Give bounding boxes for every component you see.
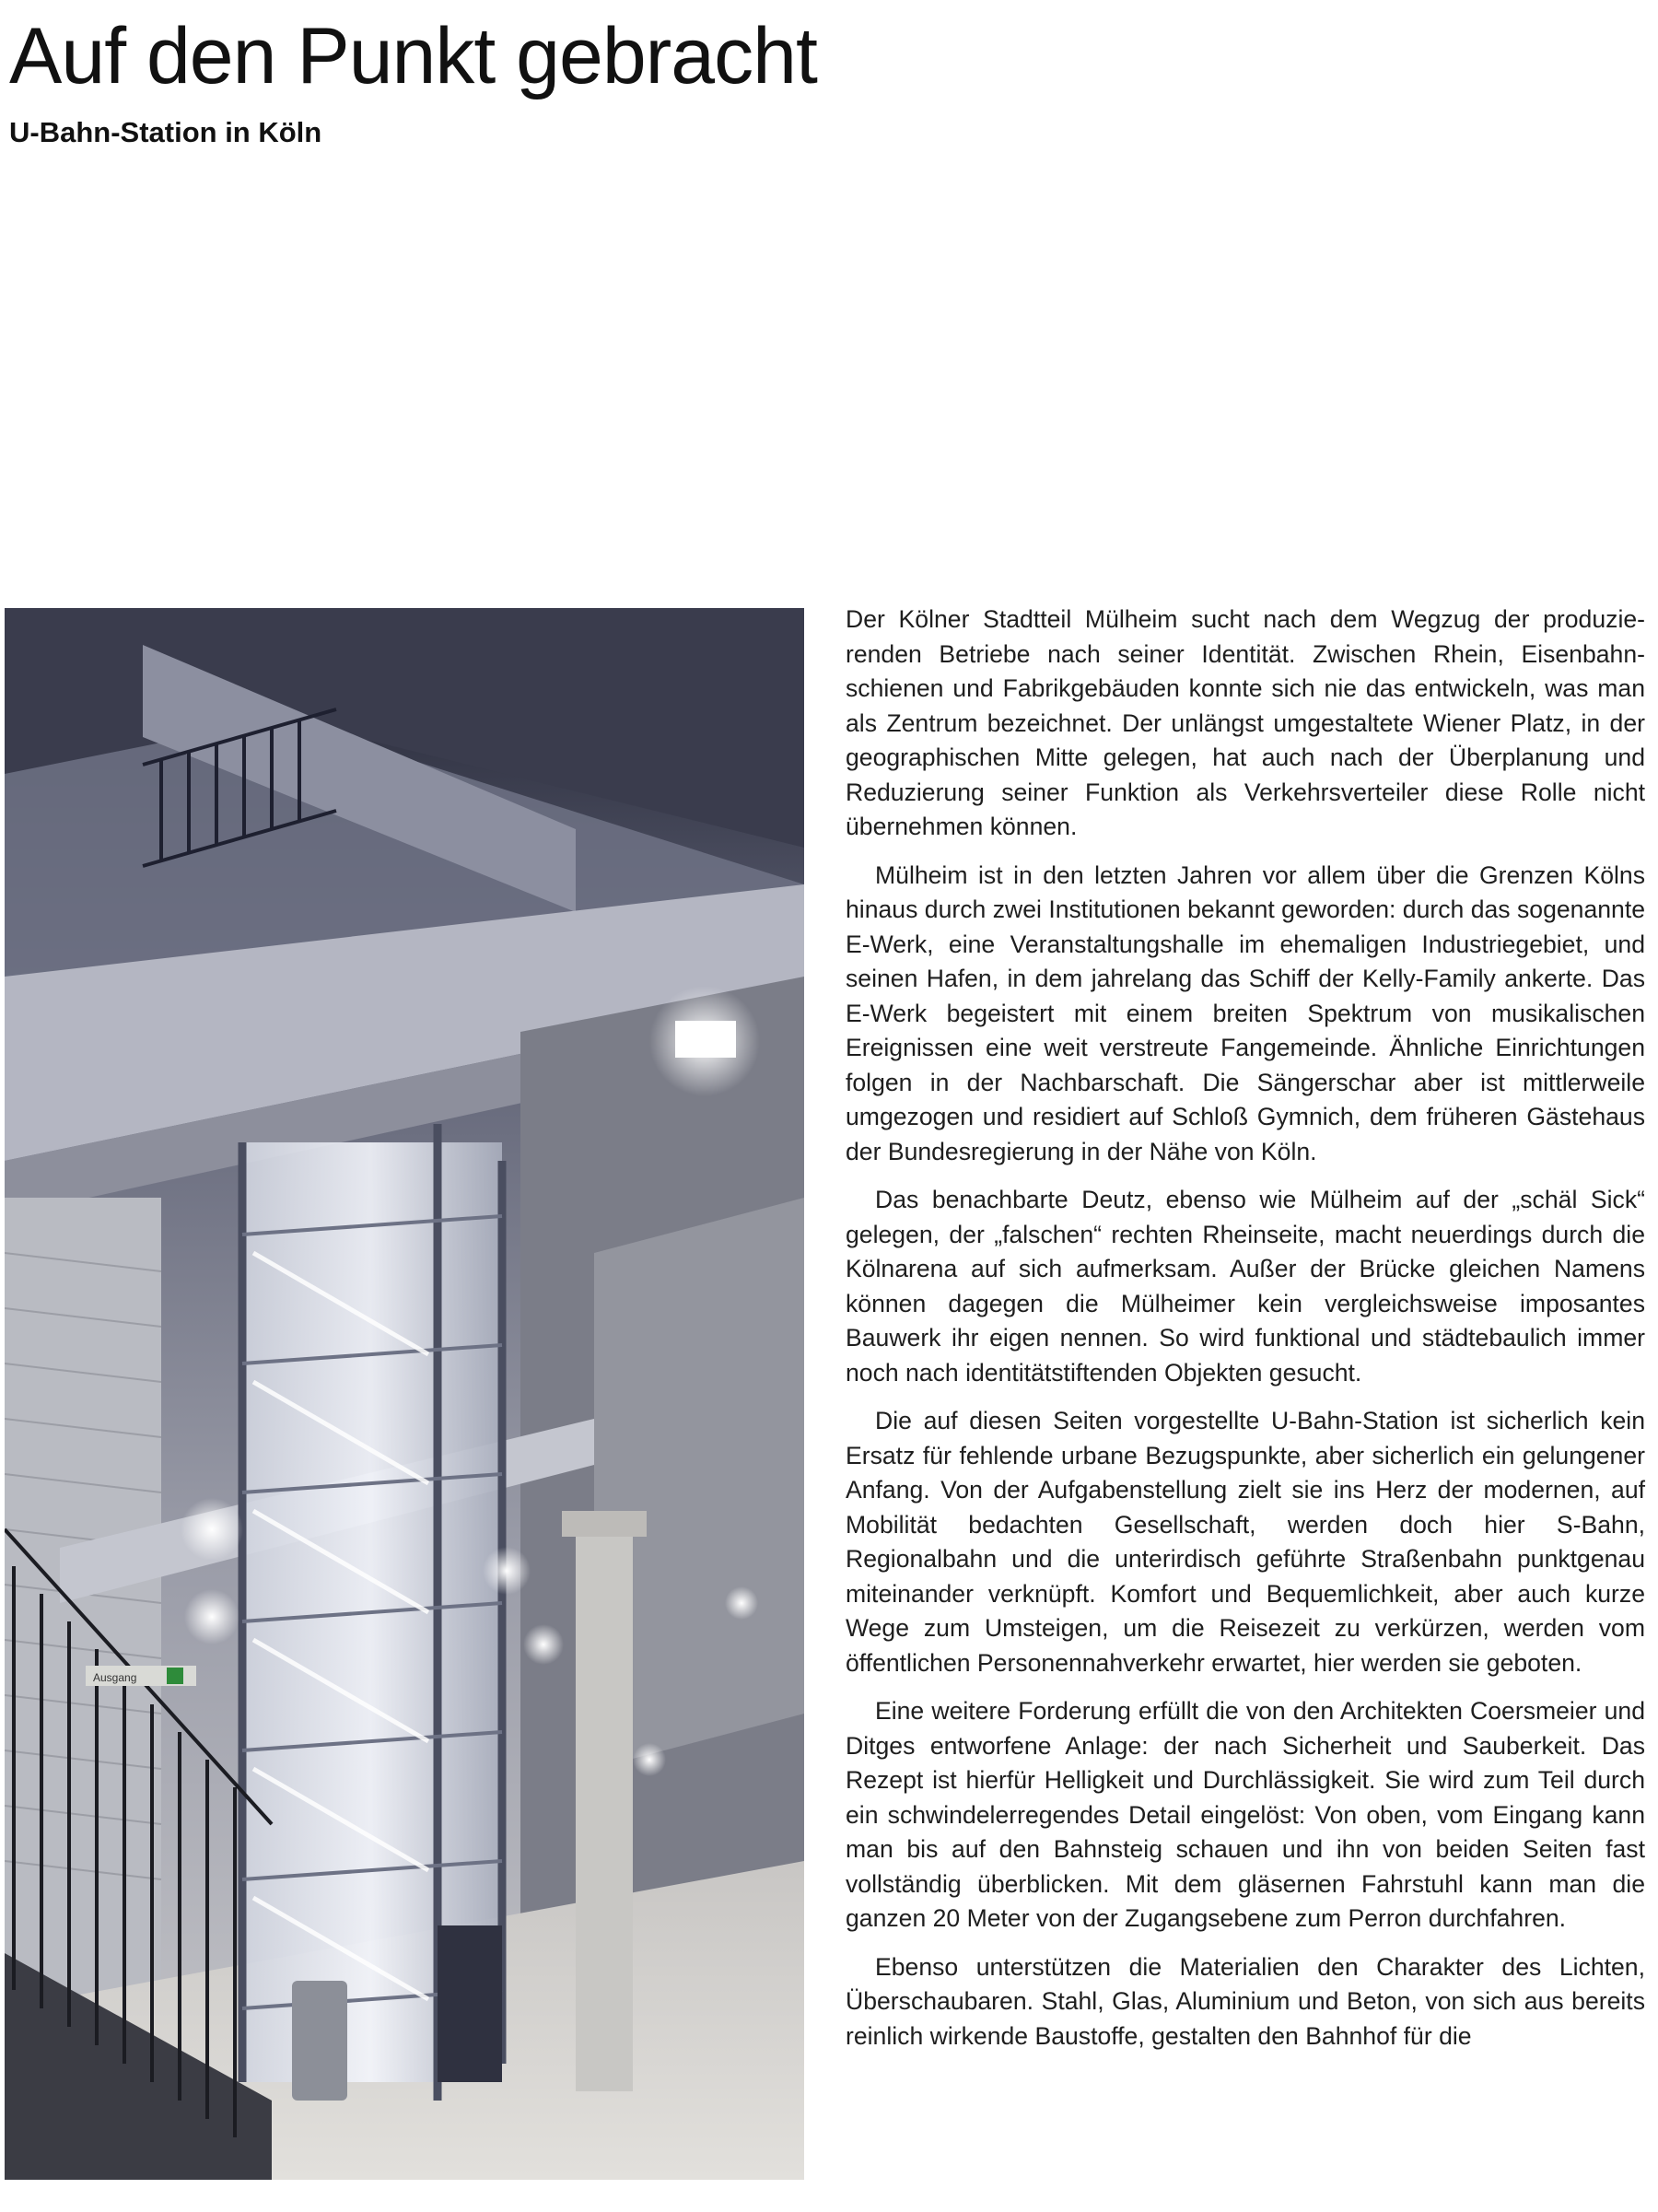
article-paragraph: Der Kölner Stadtteil Mülheim sucht nach dem Wegzug der produzierenden Betriebe nach seiner Identität. Zwischen Rhein, Eisenbahnschienen und Fabrikgebäuden konnte sich nie das entwickeln, was man als Zentrum bezeichnet. Der unlängst umgestaltete Wiener Platz, in der geographischen Mitte gelegen, hat auch nach der Überplanung und Reduzierung seiner Funktion als Verkehrsverteiler diese Rolle nicht übernehmen können. (846, 605, 1645, 840)
article-paragraph: Mülheim ist in den letzten Jahren vor allem über die Grenzen Kölns hinaus durch zwei Institutionen bekannt geworden: durch das sogenannte E-Werk, eine Veranstaltungshalle im ehemaligen Industriegebiet, und seinen Hafen, in dem jahrelang das Schiff der Kelly-Family ankerte. Das E-Werk begeistert mit einem breiten Spektrum von musikalischen Ereignissen eine weit verstreute Fangemeinde. Ähnliche Einrichtungen folgen in der Nachbarschaft. Die Sängerschar aber ist mittlerweile umgezogen und residiert auf Schloß Gymnich, dem früheren Gästehaus der Bundesregierung in der Nähe von Köln. (846, 860, 1645, 1165)
article-paragraph: Eine weitere Forderung erfüllt die von den Architekten Coersmeier und Ditges entworfene Anlage: der nach Sicherheit und Sauberkeit. Das Rezept ist hierfür Helligkeit und Durchlässigkeit. Sie wird zum Teil durch ein schwindelerregendes Detail eingelöst: Von oben, vom Eingang kann man bis auf den Bahnsteig schauen und ihn von beiden Seiten fast vollständig überblicken. Mit dem gläsernen Fahrstuhl kann man die ganzen 20 Meter von der Zugangsebene zum Perron durchfahren. (846, 1697, 1645, 1932)
article-body (846, 603, 1645, 2067)
article-paragraph: Die auf diesen Seiten vorgestellte U-Bahn-Station ist sicherlich kein Ersatz für fehlende urbane Bezugspunkte, aber sicherlich ein gelungener Anfang. Von der Aufgabenstellung zielt sie ins Herz der modernen, auf Mobilität bedachten Gesellschaft, werden doch hier S-Bahn, Regionalbahn und die unterirdisch geführte Straßenbahn punktgenau miteinander verknüpft. Komfort und Bequemlichkeit, aber auch kurze Wege zum Umsteigen, um die Reisezeit zu verkürzen, werden vom öffentlichen Personennahverkehr erwartet, hier werden sie geboten. (846, 1407, 1645, 1677)
station-photo-illustration (5, 608, 804, 2180)
exit-sign (86, 1666, 196, 1686)
article-paragraph: Das benachbarte Deutz, ebenso wie Mülheim auf der „schäl Sick“ gelegen, der „falschen“ rechten Rheinseite, macht neuerdings durch die Kölnarena auf sich aufmerksam. Außer der Brücke gleichen Namens können dagegen die Mülheimer kein vergleichsweise imposantes Bauwerk ihr eigen nennen. So wird funktional und städtebaulich immer noch nach identitätstiftenden Objekten gesucht. (846, 1186, 1645, 1387)
station-photo (5, 608, 804, 2180)
exit-sign-text: Ausgang (93, 1671, 137, 1684)
article-paragraph: Ebenso unterstützen die Materialien den Charakter des Lichten, Überschaubaren. Stahl, Glas, Aluminium und Beton, von sich aus bereits reinlich wirkende Baustoffe, gestalten den Bahnhof für die (846, 1952, 1645, 2050)
page-subtitle: U-Bahn-Station in Köln (9, 116, 322, 148)
trash-bin (292, 1981, 347, 2101)
page-title: Auf den Punkt gebracht (9, 12, 817, 100)
glass-elevator (239, 1124, 502, 2101)
